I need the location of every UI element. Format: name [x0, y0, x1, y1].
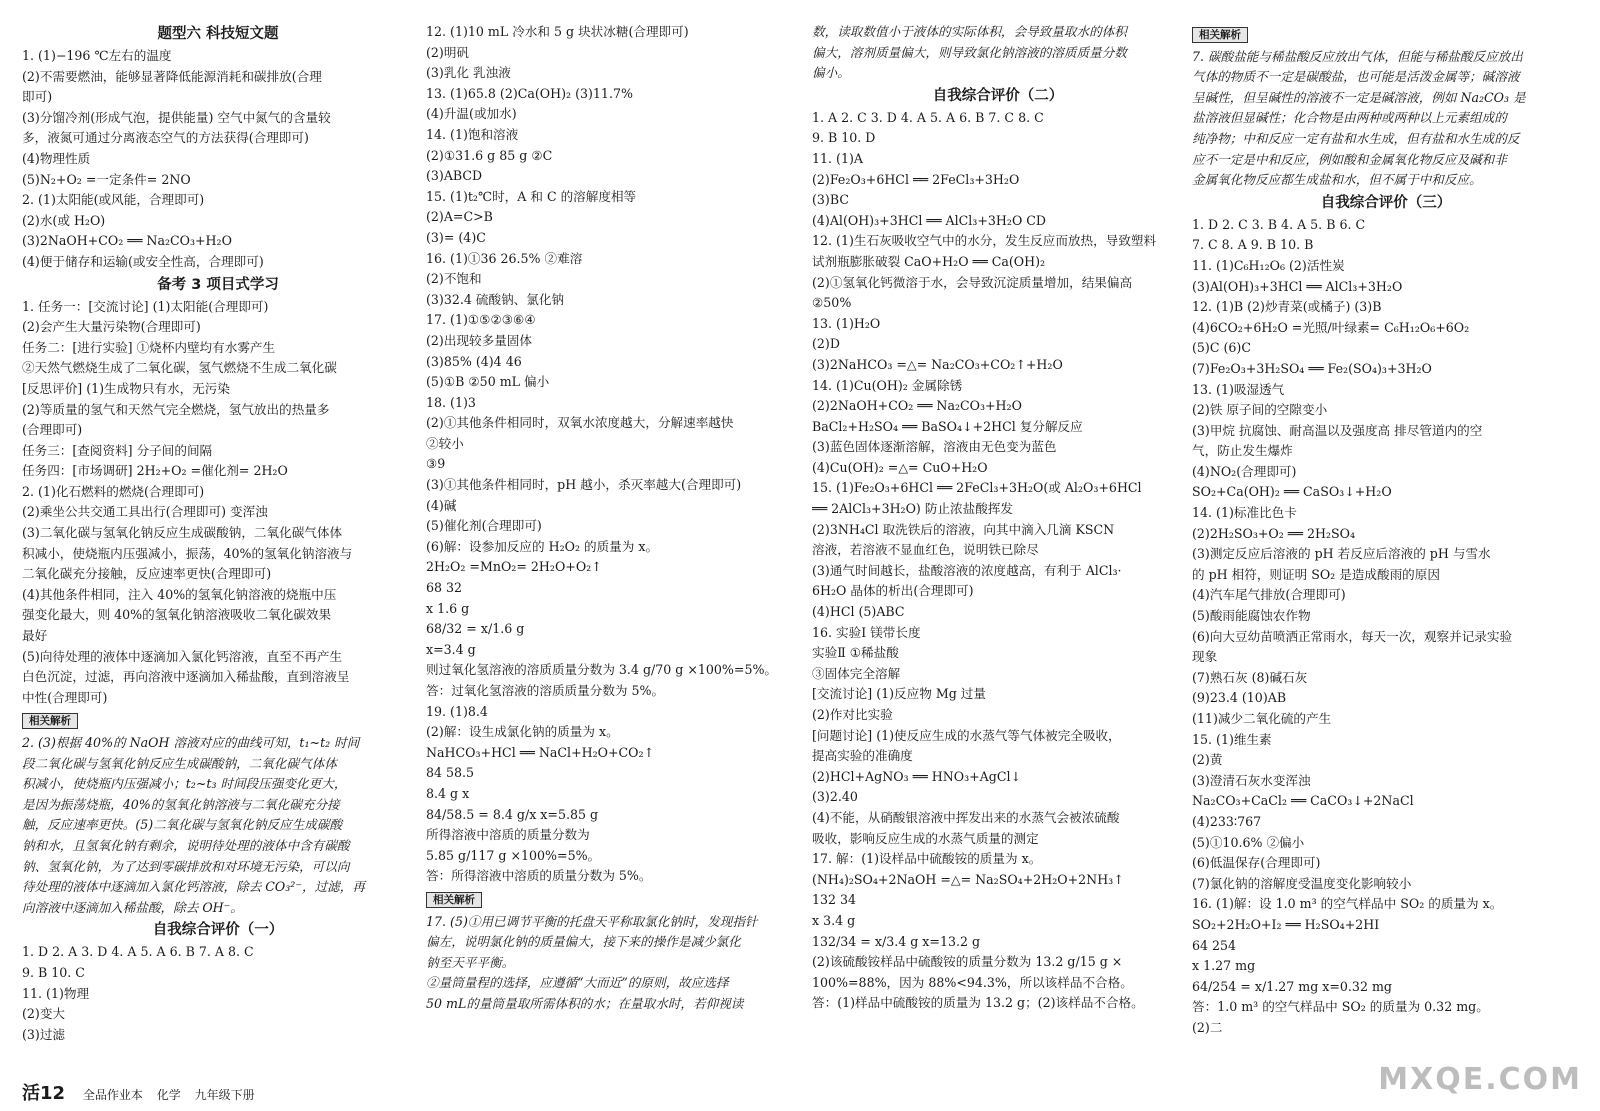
answer-line: (3)2NaHCO₃ =△= Na₂CO₃+CO₂↑+H₂O — [812, 356, 1063, 372]
answer-line: (5)①10.6% ②偏小 — [1192, 834, 1305, 850]
page-number: 活12 — [22, 1083, 66, 1104]
analysis-line: 偏小。 — [812, 65, 850, 81]
analysis-line: ②量筒量程的选择，应遵循“大而近”的原则，故应选择 — [426, 975, 729, 991]
answer-line: 14. (1)标准比色卡 — [1192, 505, 1297, 521]
answer-line: 64 254 — [1192, 937, 1237, 953]
answer-line: (6)低温保存(合理即可) — [1192, 855, 1321, 871]
analysis-line: 金属氧化物反应都生成盐和水，但不属于中和反应。 — [1192, 172, 1482, 188]
answer-line: (2)不饱和 — [426, 271, 482, 287]
series-name: 全品作业本 — [82, 1088, 143, 1102]
analysis-line: 应不一定是中和反应，例如酸和金属氧化物反应及碱和非 — [1192, 151, 1507, 167]
answer-line: 16. (1)①36 26.5% ②难溶 — [426, 250, 583, 266]
answer-line: 所得溶液中溶质的质量分数为 — [426, 827, 590, 843]
answer-line: (7)Fe₂O₃+3H₂SO₄ ══ Fe₂(SO₄)₃+3H₂O — [1192, 360, 1432, 376]
analysis-line: 50 mL的量筒量取所需体积的水；在量取水时，若仰视读 — [426, 995, 744, 1011]
answer-line: 溶液，若溶液不显血红色，说明铁已除尽 — [812, 542, 1039, 558]
analysis-line: 盐溶液但显碱性；化合物是由两种或两种以上元素组成的 — [1192, 110, 1507, 126]
answer-line: 最好 — [22, 628, 48, 644]
answer-line: ③固体完全溶解 — [812, 665, 901, 681]
answer-line: 现象 — [1192, 649, 1218, 665]
analysis-line: 7. 碳酸盐能与稀盐酸反应放出气体，但能与稀盐酸反应放出 — [1192, 48, 1523, 64]
answer-line: 6H₂O 晶体的析出(合理即可) — [812, 583, 974, 599]
answer-line: (2)二 — [1192, 1019, 1223, 1035]
answer-line: 试剂瓶膨胀破裂 CaO+H₂O ══ Ca(OH)₂ — [812, 253, 1046, 269]
answer-line: 答：1.0 m³ 的空气样品中 SO₂ 的质量为 0.32 mg。 — [1192, 999, 1489, 1015]
answer-line: (2)①31.6 g 85 g ②C — [426, 147, 553, 163]
answer-line: (4)碱 — [426, 497, 457, 513]
answer-line: (4)其他条件相同，注入 40%的氢氧化钠溶液的烧瓶中压 — [22, 586, 337, 602]
answer-line: (9)23.4 (10)AB — [1192, 690, 1287, 706]
answer-line: 2. (1)化石燃料的燃烧(合理即可) — [22, 483, 205, 499]
answer-line: 15. (1)t₂℃时，A 和 C 的溶解度相等 — [426, 188, 637, 204]
answer-line: 11. (1)A — [812, 150, 863, 166]
answer-line: (3)32.4 硫酸钠、氯化钠 — [426, 291, 565, 307]
answer-line: 13. (1)H₂O — [812, 315, 881, 331]
answer-line: (5)酸雨能腐蚀农作物 — [1192, 608, 1311, 624]
answer-line: (3)蓝色固体逐渐溶解，溶液由无色变为蓝色 — [812, 439, 1057, 455]
analysis-line: 钠至天平平衡。 — [426, 954, 515, 970]
answer-line: 11. (1)C₆H₁₂O₆ (2)活性炭 — [1192, 257, 1345, 273]
answer-line: (3)①其他条件相同时，pH 越小，杀灭率越大(合理即可) — [426, 477, 742, 493]
answer-line: 68/32 = x/1.6 g — [426, 621, 525, 637]
answer-line: 即可) — [22, 89, 53, 105]
answer-line: (3)Al(OH)₃+3HCl ══ AlCl₃+3H₂O — [1192, 278, 1403, 294]
answer-line: 则过氧化氢溶液的溶质质量分数为 3.4 g/70 g ×100%=5%。 — [426, 662, 778, 678]
answer-line: (4)不能，从硝酸银溶液中挥发出来的水蒸气会被浓硫酸 — [812, 809, 1120, 825]
column-3 — [812, 22, 1184, 1080]
analysis-line: 待处理的液体中逐滴加入氯化钙溶液，除去 CO₃²⁻，过滤，再 — [22, 879, 365, 895]
answer-line: (7)氯化钠的溶解度受温度变化影响较小 — [1192, 875, 1412, 891]
answer-line: Na₂CO₃+CaCl₂ ══ CaCO₃↓+2NaCl — [1192, 793, 1414, 809]
answer-line: (4)6CO₂+6H₂O =光照/叶绿素= C₆H₁₂O₆+6O₂ — [1192, 319, 1470, 335]
answer-line: ②50% — [812, 295, 852, 311]
section-title: 自我综合评价（一） — [152, 922, 284, 939]
answer-line: (3)= (4)C — [426, 229, 486, 245]
analysis-line: 纯净物；中和反应一定有盐和水生成，但有盐和水生成的反 — [1192, 130, 1520, 146]
answer-line: 1. A 2. C 3. D 4. A 5. A 6. B 7. C 8. C — [812, 109, 1044, 125]
answer-line: 84/58.5 = 8.4 g/x x=5.85 g — [426, 806, 599, 822]
answer-line: 64/254 = x/1.27 mg x=0.32 mg — [1192, 978, 1392, 994]
answer-line: 白色沉淀，过滤，再向溶液中逐滴加入稀盐酸，直到溶液呈 — [22, 669, 350, 685]
answer-line: 15. (1)Fe₂O₃+6HCl ══ 2FeCl₃+3H₂O(或 Al₂O₃+6HCl — [812, 480, 1142, 496]
answer-line: SO₂+2H₂O+I₂ ══ H₂SO₄+2HI — [1192, 916, 1380, 932]
answer-line: 11. (1)物理 — [22, 985, 90, 1001]
answer-line: 14. (1)Cu(OH)₂ 金属除锈 — [812, 377, 963, 393]
answer-line: (2)水(或 H₂O) — [22, 212, 106, 228]
answer-line: 2. (1)太阳能(或风能，合理即可) — [22, 192, 205, 208]
answer-line: (3)分馏冷剂(形成气泡，提供能量) 空气中氮气的含量较 — [22, 109, 331, 125]
analysis-line: 触，反应速率更快。(5)二氧化碳与氢氧化钠反应生成碳酸 — [22, 817, 343, 833]
answer-line: (6)向大豆幼苗喷洒正常雨水，每天一次，观察并记录实验 — [1192, 628, 1513, 644]
answer-line: (3)通气时间越长，盐酸溶液的浓度越高，有利于 AlCl₃· — [812, 562, 1122, 578]
answer-line: (3)85% (4)4 46 — [426, 353, 522, 369]
answer-line: 9. B 10. D — [812, 130, 876, 146]
answer-line: 132 34 — [812, 892, 857, 908]
answer-line: (4)物理性质 — [22, 150, 91, 166]
answer-line: (2)乘坐公共交通工具出行(合理即可) 变浑浊 — [22, 504, 268, 520]
answer-line: x 1.27 mg — [1192, 958, 1256, 974]
answer-line: (2)变大 — [22, 1006, 66, 1022]
answer-line: (合理即可) — [22, 422, 83, 438]
answer-line: 任务四：[市场调研] 2H₂+O₂ =催化剂= 2H₂O — [22, 463, 288, 479]
answer-line: 任务三：[查阅资料] 分子间的间隔 — [22, 442, 213, 458]
analysis-line: 偏大，溶剂质量偏大，则导致氯化钠溶液的溶质质量分数 — [812, 44, 1127, 60]
answer-line: (4)便于储存和运输(或安全性高，合理即可) — [22, 253, 264, 269]
answer-line: 132/34 = x/3.4 g x=13.2 g — [812, 933, 981, 949]
answer-line: (3)ABCD — [426, 168, 483, 184]
answer-line: (2)解：设生成氯化钠的质量为 x。 — [426, 724, 619, 740]
answer-line: (3)过滤 — [22, 1026, 66, 1042]
analysis-line: 17. (5)①用已调节平衡的托盘天平称取氯化钠时，发现指针 — [426, 913, 758, 929]
answer-line: 100%=88%，因为 88%<94.3%，所以该样品不合格。 — [812, 974, 1133, 990]
answer-line: 任务二：[进行实验] ①烧杯内壁均有水雾产生 — [22, 339, 276, 355]
answer-line: 16. (1)解：设 1.0 m³ 的空气样品中 SO₂ 的质量为 x。 — [1192, 896, 1503, 912]
answer-line: 二氧化碳充分接触，反应速率更快(合理即可) — [22, 566, 272, 582]
answer-line: (4)HCl (5)ABC — [812, 604, 905, 620]
answer-line: 12. (1)10 mL 冷水和 5 g 块状冰糖(合理即可) — [426, 24, 689, 39]
subject-name: 化学 — [156, 1088, 181, 1102]
answer-line: (2)D — [812, 336, 840, 352]
answer-line: (2)出现较多量固体 — [426, 332, 532, 348]
analysis-line: 积减小，使烧瓶内压强减小；t₂~t₃ 时间段压强变化更大， — [22, 776, 347, 792]
answer-line: NaHCO₃+HCl ══ NaCl+H₂O+CO₂↑ — [426, 744, 655, 760]
grade-name: 九年级下册 — [194, 1088, 255, 1102]
answer-line: (2)①其他条件相同时，双氧水浓度越大，分解速率越快 — [426, 415, 734, 431]
analysis-line: 偏左，说明氯化钠的质量偏大，接下来的操作是减少氯化 — [426, 934, 741, 950]
answer-line: (6)解：设参加反应的 H₂O₂ 的质量为 x。 — [426, 538, 659, 554]
answer-line: (2)明矾 — [426, 44, 470, 60]
answer-line: 8.4 g x — [426, 785, 470, 801]
answer-line: (2)A=C>B — [426, 209, 493, 225]
answer-line: (5)①B ②50 mL 偏小 — [426, 374, 550, 390]
answer-line: (3)甲烷 抗腐蚀、耐高温以及强度高 排尽管道内的空 — [1192, 422, 1483, 438]
column-2 — [426, 22, 818, 1080]
answer-line: (4)升温(或加水) — [426, 106, 517, 122]
answer-line: 吸收，影响反应生成的水蒸气质量的测定 — [812, 830, 1039, 846]
answer-line: (5)C (6)C — [1192, 340, 1251, 356]
answer-line: 提高实验的准确度 — [812, 748, 913, 764]
answer-line: 实验Ⅱ ①稀盐酸 — [812, 645, 899, 661]
answer-line: x 3.4 g — [812, 912, 856, 928]
answer-line: 16. 实验Ⅰ 镁带长度 — [812, 624, 921, 640]
answer-line: 12. (1)B (2)炒青菜(或橘子) (3)B — [1192, 299, 1382, 315]
answer-line: (3)澄清石灰水变浑浊 — [1192, 772, 1311, 788]
answer-line: 2H₂O₂ =MnO₂= 2H₂O+O₂↑ — [426, 559, 602, 575]
answer-line: (3)乳化 乳浊液 — [426, 65, 511, 81]
answer-line: 5.85 g/117 g ×100%=5%。 — [426, 847, 601, 863]
answer-line: (2)HCl+AgNO₃ ══ HNO₃+AgCl↓ — [812, 768, 1022, 784]
answer-line: 答：所得溶液中溶质的质量分数为 5%。 — [426, 868, 652, 884]
analysis-line: 数，读取数值小于液体的实际体积，会导致量取水的体积 — [812, 24, 1127, 39]
answer-line: 68 32 — [426, 580, 463, 596]
answer-line: 17. 解：(1)设样品中硫酸铵的质量为 x。 — [812, 851, 1042, 867]
analysis-line: 气体的物质不一定是碳酸盐，也可能是活泼金属等；碱溶液 — [1192, 69, 1520, 85]
answer-line: (2)铁 原子间的空隙变小 — [1192, 402, 1328, 418]
answer-line: (4)Al(OH)₃+3HCl ══ AlCl₃+3H₂O CD — [812, 212, 1047, 228]
analysis-line: 钠和水，且氢氧化钠有剩余，说明待处理的液体中含有碳酸 — [22, 837, 350, 853]
answer-line: 13. (1)吸湿透气 — [1192, 381, 1285, 397]
column-1 — [22, 22, 414, 1080]
answer-line: 气，防止发生爆炸 — [1192, 443, 1293, 459]
analysis-line: 呈碱性，但呈碱性的溶液不一定是碱溶液，例如 Na₂CO₃ 是 — [1192, 89, 1526, 105]
answer-line: (2)不需要燃油，能够显著降低能源消耗和碳排放(合理 — [22, 68, 322, 84]
answer-line: 1. (1)−196 ℃左右的温度 — [22, 48, 172, 63]
analysis-tag — [426, 889, 818, 910]
answer-line: (3)二氧化碳与氢氧化钠反应生成碳酸钠，二氧化碳气体体 — [22, 525, 343, 541]
answer-line: x=3.4 g — [426, 641, 476, 657]
answer-line: (3)BC — [812, 192, 849, 208]
answer-line: (5)向待处理的液体中逐滴加入氯化钙溶液，直至不再产生 — [22, 648, 343, 664]
answer-line: (2)2NaOH+CO₂ ══ Na₂CO₃+H₂O — [812, 398, 1022, 414]
answer-line: 1. D 2. C 3. B 4. A 5. B 6. C — [1192, 216, 1366, 232]
answer-line: 答：过氧化氢溶液的溶质质量分数为 5%。 — [426, 683, 665, 698]
answer-line: (2)3NH₄Cl 取洗铁后的溶液，向其中滴入几滴 KSCN — [812, 521, 1115, 537]
analysis-tag-label: 相关解析 — [1192, 27, 1248, 43]
answer-line: (3)2.40 — [812, 789, 858, 805]
answer-line: (4)233∶767 — [1192, 813, 1262, 829]
answer-line: [问题讨论] (1)使反应生成的水蒸气等气体被完全吸收， — [812, 727, 1121, 743]
answer-line: 强变化最大，则 40%的氢氧化钠溶液吸收二氧化碳效果 — [22, 607, 332, 623]
answer-line: (2)①氢氧化钙微溶于水，会导致沉淀质量增加，结果偏高 — [812, 274, 1133, 290]
answer-line: 1. 任务一：[交流讨论] (1)太阳能(合理即可) — [22, 298, 269, 314]
answer-line: 的 pH 相符，则证明 SO₂ 是造成酸雨的原因 — [1192, 566, 1440, 582]
answer-line: (NH₄)₂SO₄+2NaOH =△= Na₂SO₄+2H₂O+2NH₃↑ — [812, 871, 1124, 887]
answer-line: 18. (1)3 — [426, 394, 476, 410]
analysis-line: 向溶液中逐滴加入稀盐酸，除去 OH⁻。 — [22, 899, 243, 915]
answer-line: BaCl₂+H₂SO₄ ══ BaSO₄↓+2HCl 复分解反应 — [812, 418, 1083, 434]
answer-line: [交流讨论] (1)反应物 Mg 过量 — [812, 686, 986, 702]
section-title: 备考 3 项目式学习 — [157, 276, 279, 293]
answer-line: [反思评价] (1)生成物只有水，无污染 — [22, 380, 230, 396]
answer-line: 9. B 10. C — [22, 964, 85, 980]
section-title: 题型六 科技短文题 — [157, 26, 279, 42]
answer-line: (4)NO₂(合理即可) — [1192, 463, 1297, 479]
answer-line: ②天然气燃烧生成了二氧化碳，氢气燃烧不生成二氧化碳 — [22, 360, 337, 376]
answer-line: 7. C 8. A 9. B 10. B — [1192, 237, 1314, 253]
answer-line: (5)N₂+O₂ =一定条件= 2NO — [22, 171, 191, 187]
answer-line: (2)黄 — [1192, 752, 1223, 768]
answer-line: (2)会产生大量污染物(合理即可) — [22, 319, 201, 335]
answer-line: 13. (1)65.8 (2)Ca(OH)₂ (3)11.7% — [426, 85, 633, 101]
column-4 — [1192, 22, 1580, 1080]
answer-line: 17. (1)①⑤②③⑥④ — [426, 312, 536, 328]
section-title: 自我综合评价（二） — [932, 87, 1064, 104]
answer-line: ③9 — [426, 456, 446, 472]
answer-line: (3)2NaOH+CO₂ ══ Na₂CO₃+H₂O — [22, 233, 232, 249]
answer-line: 1. D 2. A 3. D 4. A 5. A 6. B 7. A 8. C — [22, 944, 254, 960]
watermark-logo: MXQE.COM — [1378, 1062, 1582, 1097]
answer-line: 14. (1)饱和溶液 — [426, 126, 519, 142]
page-footer — [22, 1079, 265, 1105]
answer-line: 多，液氮可通过分离液态空气的方法获得(合理即可) — [22, 130, 309, 146]
section-title: 自我综合评价（三） — [1320, 194, 1452, 211]
answer-line: (5)催化剂(合理即可) — [426, 518, 542, 534]
analysis-tag — [22, 710, 414, 731]
answer-line: 12. (1)生石灰吸收空气中的水分，发生反应而放热，导致塑料 — [812, 233, 1157, 249]
answer-line: (2)该硫酸铵样品中硫酸铵的质量分数为 13.2 g/15 g × — [812, 954, 1123, 970]
answer-line: 答：(1)样品中硫酸铵的质量为 13.2 g；(2)该样品不合格。 — [812, 995, 1144, 1011]
analysis-line: 段二氧化碳与氢氧化钠反应生成碳酸钠，二氧化碳气体体 — [22, 755, 337, 771]
answer-line: (2)等质量的氢气和天然气完全燃烧，氢气放出的热量多 — [22, 401, 330, 417]
answer-line: (2)Fe₂O₃+6HCl ══ 2FeCl₃+3H₂O — [812, 171, 1020, 187]
answer-line: (2)2H₂SO₃+O₂ ══ 2H₂SO₄ — [1192, 525, 1356, 541]
answer-line: (7)熟石灰 (8)碱石灰 — [1192, 669, 1308, 685]
answer-line: 84 58.5 — [426, 765, 475, 781]
analysis-tag-label: 相关解析 — [426, 892, 482, 908]
answer-line: (11)减少二氧化硫的产生 — [1192, 711, 1332, 726]
analysis-tag-label: 相关解析 — [22, 713, 78, 729]
analysis-line: 钠、氢氧化钠，为了达到零碳排放和对环境无污染，可以向 — [22, 858, 350, 874]
answer-line: x 1.6 g — [426, 600, 470, 616]
answer-line: 19. (1)8.4 — [426, 703, 488, 719]
answer-line: ══ 2AlCl₃+3H₂O) 防止浓盐酸挥发 — [812, 501, 1014, 517]
answer-line: (4)Cu(OH)₂ =△= CuO+H₂O — [812, 459, 988, 475]
answer-line: (4)汽车尾气排放(合理即可) — [1192, 587, 1346, 603]
answer-line: (3)测定反应后溶液的 pH 若反应后溶液的 pH 与雪水 — [1192, 546, 1491, 562]
analysis-line: 是因为振荡烧瓶，40%的氢氧化钠溶液与二氧化碳充分接 — [22, 796, 340, 812]
answer-line: SO₂+Ca(OH)₂ ══ CaSO₃↓+H₂O — [1192, 484, 1392, 500]
answer-line: (2)作对比实验 — [812, 707, 893, 722]
answer-line: 中性(合理即可) — [22, 689, 108, 705]
analysis-line: 2. (3)根据 40%的 NaOH 溶液对应的曲线可知，t₁~t₂ 时间 — [22, 735, 360, 750]
answer-line: 积减小，使烧瓶内压强减小，振荡，40%的氢氧化钠溶液与 — [22, 545, 353, 561]
analysis-tag — [1192, 24, 1580, 45]
answer-line: ②较小 — [426, 435, 464, 451]
answer-line: 15. (1)维生素 — [1192, 731, 1272, 747]
